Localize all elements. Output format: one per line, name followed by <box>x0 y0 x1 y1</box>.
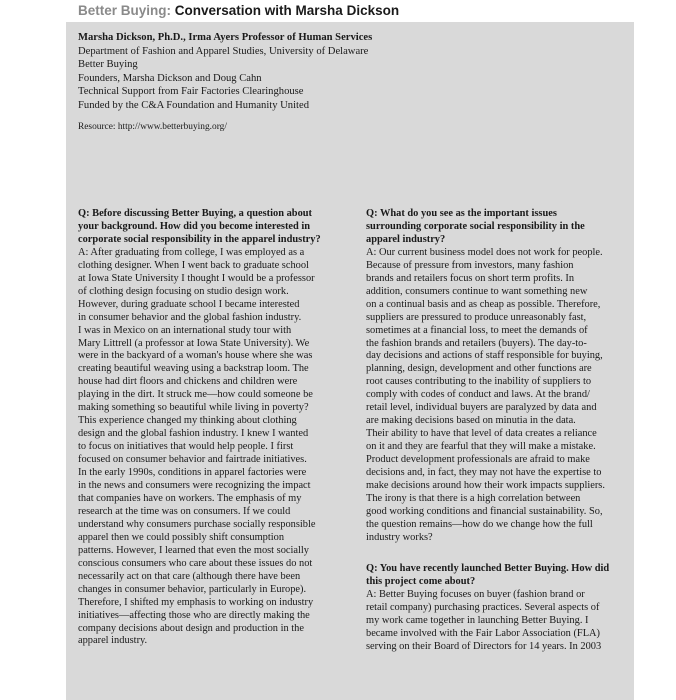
answer-line: initiatives—affecting those who are directly making the <box>78 609 310 621</box>
answer-line: addition, consumers continue to want something new <box>366 285 588 297</box>
answer-line: research at the time was on consumers. If we could <box>78 505 291 517</box>
question-line: Q: Before discussing Better Buying, a question about <box>78 208 313 219</box>
answer-line: A: After graduating from college, I was employed as a <box>78 246 305 258</box>
answer-line: Their ability to have that level of data creates a reliance <box>366 428 597 440</box>
answer-line: in consumer behavior and the global fashion industry. <box>78 311 302 323</box>
page-title: Conversation with Marsha Dickson <box>174 3 400 18</box>
question-line: Q: What do you see as the important issues <box>366 208 557 219</box>
right-column <box>366 208 628 653</box>
answer-line: company decisions about design and production in the <box>78 622 304 634</box>
question-line: Q: You have recently launched Better Buying. How did <box>366 562 610 574</box>
answer-line: However, during graduate school I became interested <box>78 298 300 310</box>
answer-line: suppliers are pressured to produce unreasonably fast, <box>366 311 587 323</box>
answer-line: making something so beautiful while living in poverty? <box>78 402 309 414</box>
answer-line: became involved with the Fair Labor Association (FLA) <box>366 627 601 639</box>
answer-line: brands and retailers focus on short term profits. In <box>366 272 575 284</box>
answer-line: to focus on initiatives that would help people. I first <box>78 441 294 453</box>
answer-line: In the early 1990s, conditions in apparel factories were <box>78 467 307 479</box>
answer-line: day decisions and actions of staff responsible for buying, <box>366 350 603 362</box>
question-line: apparel industry? <box>366 233 446 245</box>
answer-line: in the news and consumers were recognizing the impact <box>78 480 311 492</box>
answer-line: house had dirt floors and chickens and children were <box>78 376 298 388</box>
answer-line: planning, design, development and other functions are <box>366 363 592 375</box>
answer-line: that companies have on workers. The emphasis of my <box>78 492 302 504</box>
answer-line: at Iowa State University I thought I would be a professor <box>78 272 315 284</box>
answer-line: playing in the dirt. It struck me—how could someone be <box>78 389 313 401</box>
series-label: Better Buying: <box>78 3 172 18</box>
answer-line: changes in consumer behavior, particularly in Europe). <box>78 583 307 595</box>
answer-line: are making decisions based on minutia in the data. <box>366 415 576 427</box>
answer-line: industry works? <box>366 531 433 543</box>
answer-line: my work came together in launching Better Buying. I <box>366 614 589 626</box>
answer-line: the question remains—how do we change how the full <box>366 518 593 530</box>
question-line: your background. How did you become interested in <box>78 220 311 232</box>
resource-link[interactable]: Resource: http://www.betterbuying.org/ <box>78 121 227 132</box>
author-name-line: Marsha Dickson, Ph.D., Irma Ayers Professor of Human Services <box>78 32 373 43</box>
answer-line: This experience changed my thinking about clothing <box>78 415 297 427</box>
answer-line: Product development professionals are afraid to make <box>366 454 590 466</box>
question-line: surrounding corporate social responsibility in the <box>366 220 585 232</box>
answer-line: apparel industry. <box>78 635 148 647</box>
page-header <box>78 0 634 22</box>
intro-line: Better Buying <box>78 59 138 71</box>
answer-line: A: Better Buying focuses on buyer (fashion brand or <box>366 588 585 600</box>
answer-line: serving on their Board of Directors for 14 years. In 2003 <box>366 640 602 652</box>
answer-line: retail company) purchasing practices. Several aspects of <box>366 601 600 613</box>
answer-line: design and the global fashion industry. I knew I wanted <box>78 428 309 440</box>
answer-line: make decisions around how their work impacts suppliers. <box>366 480 605 492</box>
answer-line: understand why consumers purchase socially responsible <box>78 518 316 530</box>
answer-line: the fashion brands and retailers (buyers). The day-to- <box>366 337 587 349</box>
intro-line: Funded by the C&A Foundation and Humanity United <box>78 99 309 111</box>
answer-line: were in the backyard of a woman's house where she was <box>78 350 313 362</box>
answer-line: clothing designer. When I went back to graduate school <box>78 259 309 271</box>
answer-line: root causes contributing to the inability of suppliers to <box>366 376 592 388</box>
intro-line: Technical Support from Fair Factories Clearinghouse <box>78 86 304 98</box>
answer-line: A: Our current business model does not work for people. <box>366 246 603 258</box>
answer-line: retail level, individual buyers are paralyzed by data and <box>366 402 597 414</box>
answer-line: sometimes at a financial loss, to meet the demands of <box>366 324 588 336</box>
answer-line: good working conditions and financial sustainability. So, <box>366 505 603 517</box>
paragraph-gap <box>366 545 628 563</box>
answer-line: on a continual basis and as cheap as possible. Therefore, <box>366 298 601 310</box>
answer-line: Because of pressure from investors, many fashion <box>366 259 574 271</box>
answer-line: The irony is that there is a high correlation between <box>366 492 581 504</box>
left-column <box>78 208 343 648</box>
intro-line: Founders, Marsha Dickson and Doug Cahn <box>78 72 262 84</box>
answer-line: of clothing design focusing on studio design work. <box>78 285 289 297</box>
answer-line: decisions and, in fact, they may not have the expertise to <box>366 467 602 479</box>
answer-line: Therefore, I shifted my emphasis to working on industry <box>78 596 314 608</box>
question-line: this project come about? <box>366 575 476 587</box>
intro-line: Department of Fashion and Apparel Studies, University of Delaware <box>78 45 369 57</box>
intro-block <box>78 31 618 134</box>
answer-line: on it and they are fearful that they will make a mistake. <box>366 441 596 453</box>
answer-line: patterns. However, I learned that even the most socially <box>78 544 309 556</box>
answer-line: conscious consumers who care about these issues do not <box>78 557 313 569</box>
answer-line: comply with codes of conduct and laws. At the brand/ <box>366 389 590 401</box>
question-line: corporate social responsibility in the apparel industry? <box>78 233 321 245</box>
answer-line: necessarily act on that care (although there have been <box>78 570 301 582</box>
answer-line: apparel then we could possibly shift consumption <box>78 531 285 543</box>
answer-line: focused on consumer behavior and fairtrade initiatives. <box>78 454 307 466</box>
answer-line: Mary Littrell (a professor at Iowa State University). We <box>78 337 310 349</box>
answer-line: I was in Mexico on an international study tour with <box>78 324 292 336</box>
answer-line: creating beautiful weaving using a backstrap loom. The <box>78 363 309 375</box>
